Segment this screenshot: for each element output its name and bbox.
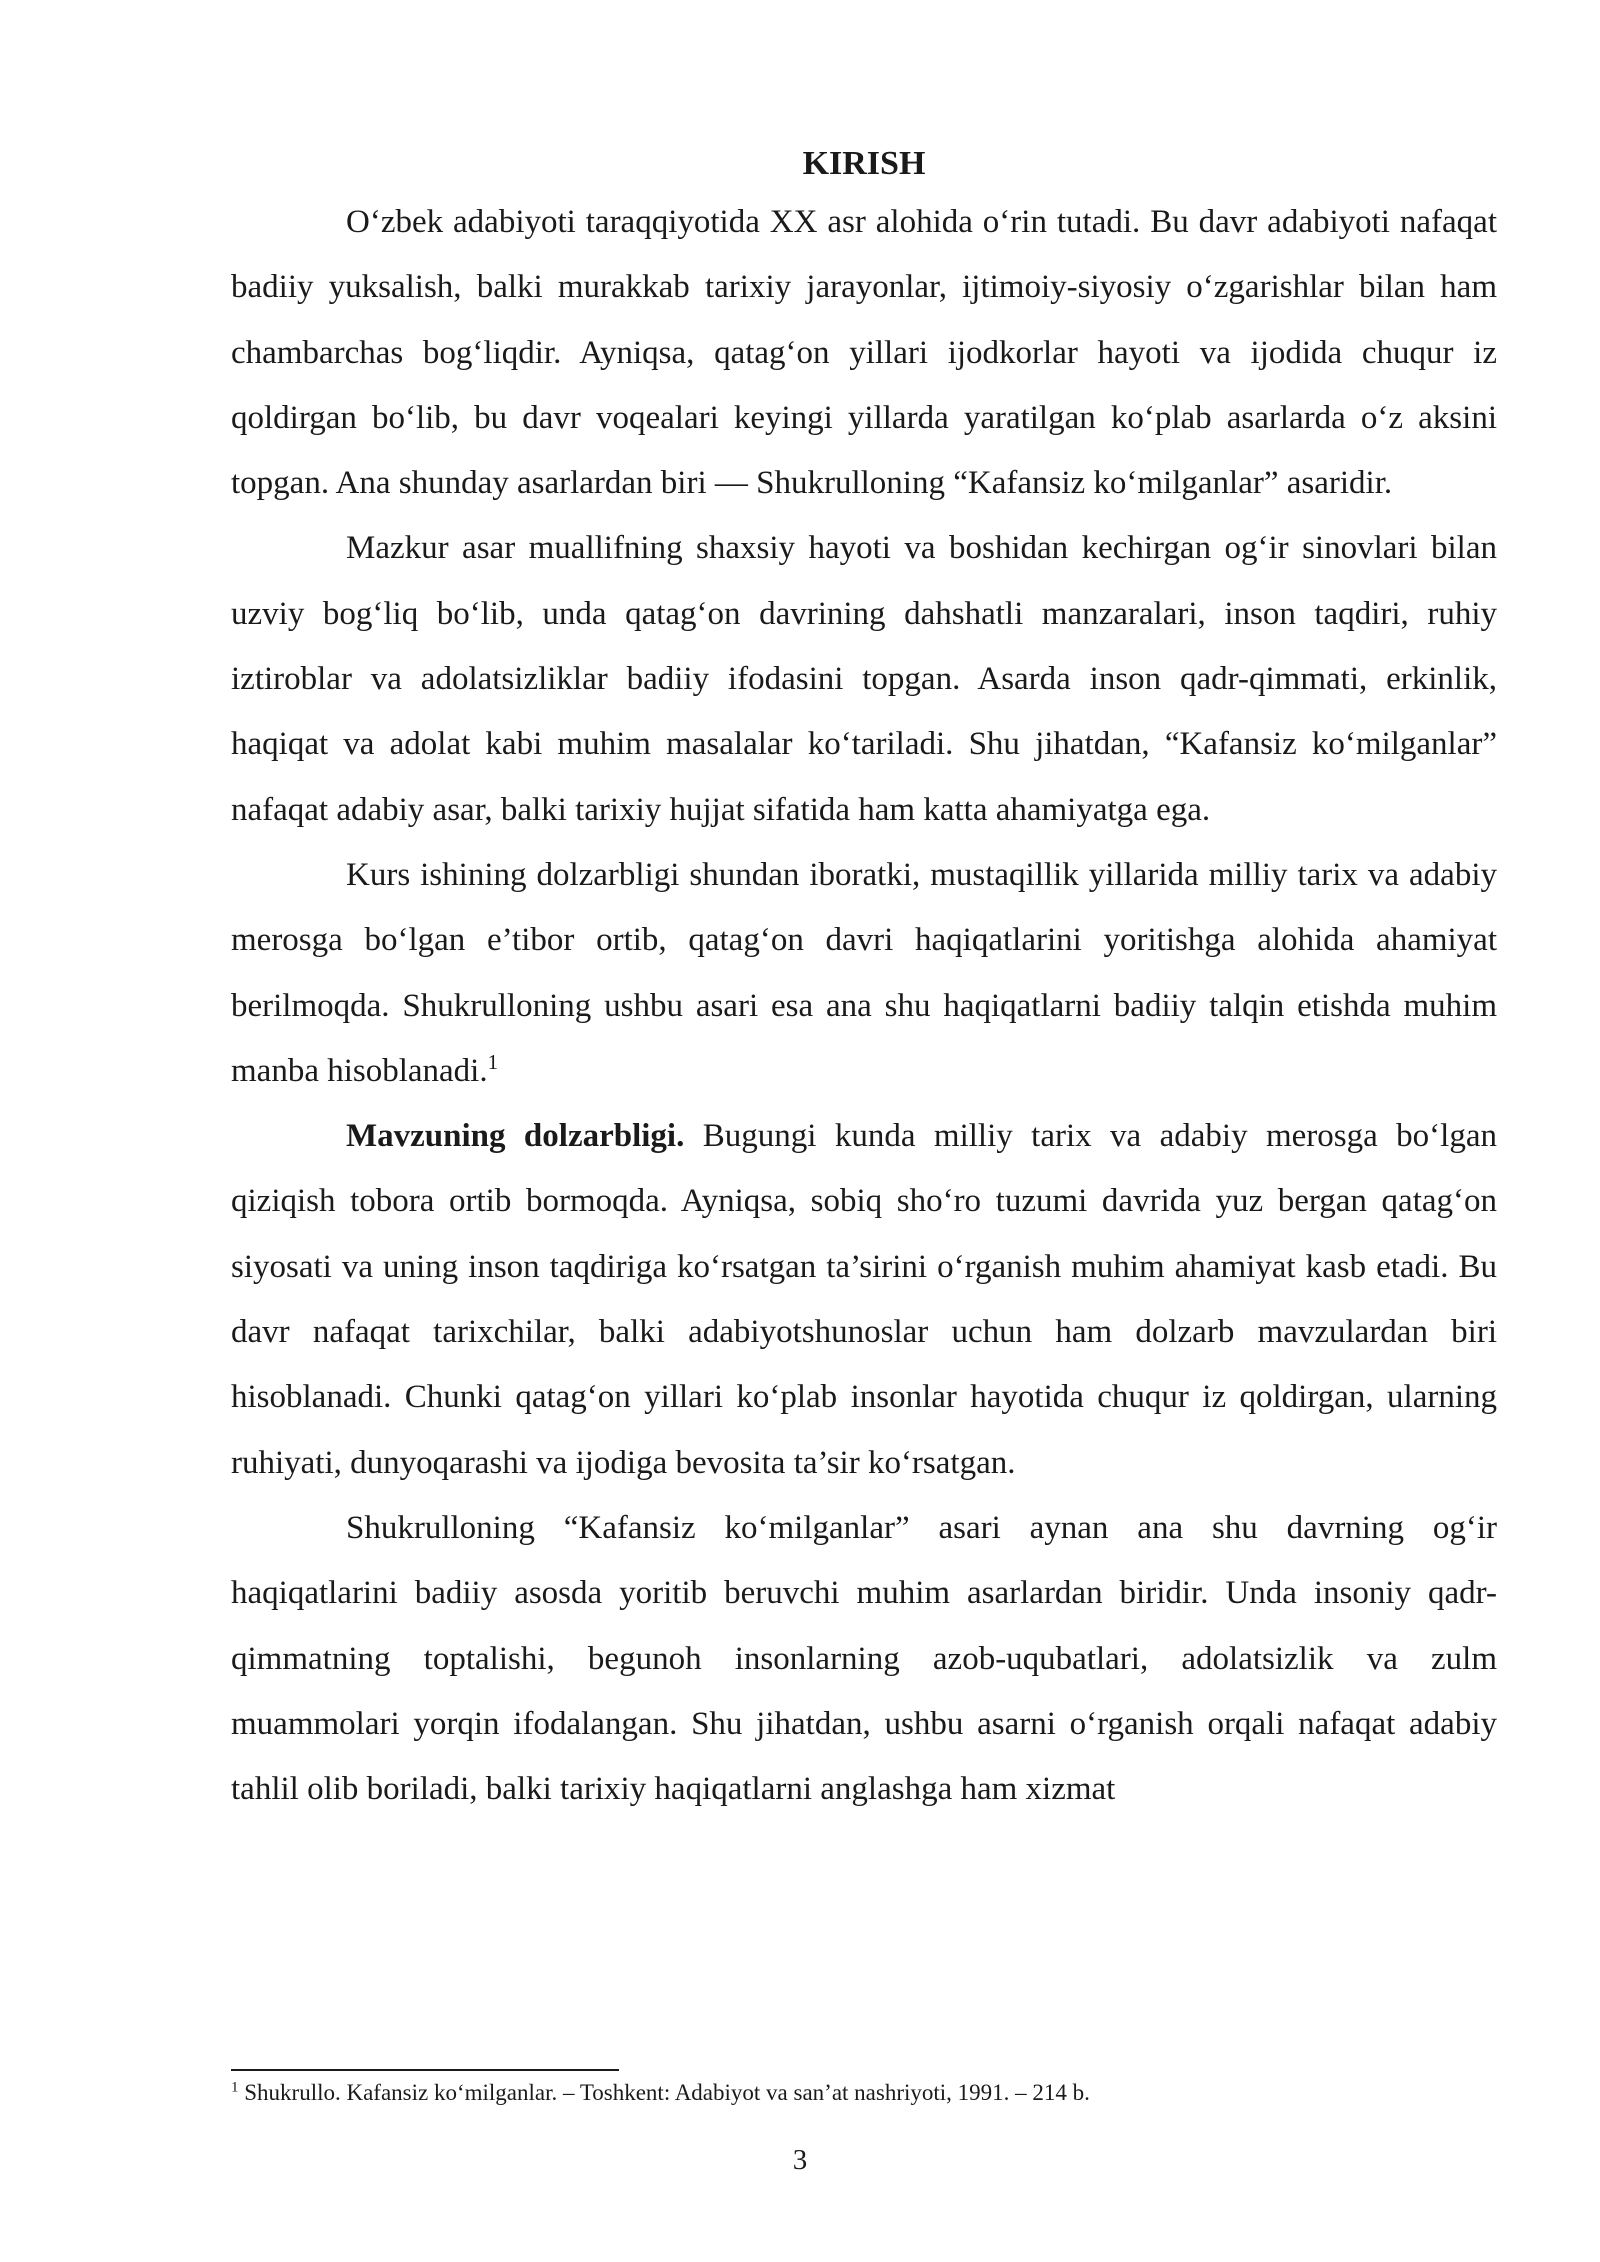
paragraph-text: Kurs ishining dolzarbligi shundan iboratki, mustaqillik yillarida milliy tarix va adabiy merosga bo‘lgan e’tibor ortib, qatag‘on davri haqiqatlarini yoritishga alohida ahamiyat berilmoqda. Shukrulloning ushbu asari esa ana shu haqiqatlarni badiiy talqin etishda muhim manba hisoblanadi. bbox=[231, 856, 1497, 1089]
paragraph-2 bbox=[231, 516, 1497, 842]
footnote bbox=[231, 2076, 1497, 2110]
paragraph-text: Mazkur asar muallifning shaxsiy hayoti va boshidan kechirgan og‘ir sinovlari bilan uzviy bog‘liq bo‘lib, unda qatag‘on davrining dahshatli manzaralari, inson taqdiri, ruhiy iztiroblar va adolatsizliklar badiiy ifodasini topgan. Asarda inson qadr-qimmati, erkinlik, haqiqat va adolat kabi muhim masalalar ko‘tariladi. Shu jihatdan, “Kafansiz ko‘milganlar” nafaqat adabiy asar, balki tarixiy hujjat sifatida ham katta ahamiyatga ega. bbox=[231, 530, 1497, 828]
paragraph-1 bbox=[231, 190, 1497, 516]
page-body bbox=[231, 138, 1497, 1822]
paragraph-text: O‘zbek adabiyoti taraqqiyotida XX asr alohida o‘rin tutadi. Bu davr adabiyoti nafaqat badiiy yuksalish, balki murakkab tarixiy jarayonlar, ijtimoiy-siyosiy o‘zgarishlar bilan ham chambarchas bog‘liqdir. Ayniqsa, qatag‘on yillari ijodkorlar hayoti va ijodida chuqur iz qoldirgan bo‘lib, bu davr voqealari keyingi yillarda yaratilgan ko‘plab asarlarda o‘z aksini topgan. Ana shunday asarlardan biri — Shukrulloning “Kafansiz ko‘milganlar” asaridir. bbox=[231, 204, 1497, 502]
paragraph-text: Shukrulloning “Kafansiz ko‘milganlar” asari aynan ana shu davrning og‘ir haqiqatlarini badiiy asosda yoritib beruvchi muhim asarlardan biridir. Unda insoniy qadr-qimmatning toptalishi, begunoh insonlarning azob-uqubatlari, adolatsizlik va zulm muammolari yorqin ifodalangan. Shu jihatdan, ushbu asarni o‘rganish orqali nafaqat adabiy tahlil olib boriladi, balki tarixiy haqiqatlarni anglashga ham xizmat bbox=[231, 1509, 1497, 1808]
page-title: KIRISH bbox=[802, 145, 926, 182]
page-number: 3 bbox=[792, 2144, 808, 2176]
paragraph-5 bbox=[231, 1496, 1497, 1822]
paragraph-lead: Mavzuning dolzarbligi. bbox=[346, 1118, 685, 1155]
paragraph-4 bbox=[231, 1104, 1497, 1496]
footnote-text: Shukrullo. Kafansiz ko‘milganlar. – Toshkent: Adabiyot va san’at nashriyoti, 1991. – 214 b. bbox=[238, 2080, 1090, 2105]
footnote-separator bbox=[231, 2069, 619, 2071]
footnote-reference[interactable]: 1 bbox=[487, 1049, 499, 1074]
paragraph-3 bbox=[231, 843, 1497, 1104]
footnote-marker: 1 bbox=[231, 2079, 239, 2096]
paragraph-text: Bugungi kunda milliy tarix va adabiy merosga bo‘lgan qiziqish tobora ortib bormoqda. Ayniqsa, sobiq sho‘ro tuzumi davrida yuz bergan qatag‘on siyosati va uning inson taqdiriga ko‘rsatgan ta’sirini o‘rganish muhim ahamiyat kasb etadi. Bu davr nafaqat tarixchilar, balki adabiyotshunoslar uchun ham dolzarb mavzulardan biri hisoblanadi. Chunki qatag‘on yillari ko‘plab insonlar hayotida chuqur iz qoldirgan, ularning ruhiyati, dunyoqarashi va ijodiga bevosita ta’sir ko‘rsatgan. bbox=[231, 1118, 1497, 1481]
